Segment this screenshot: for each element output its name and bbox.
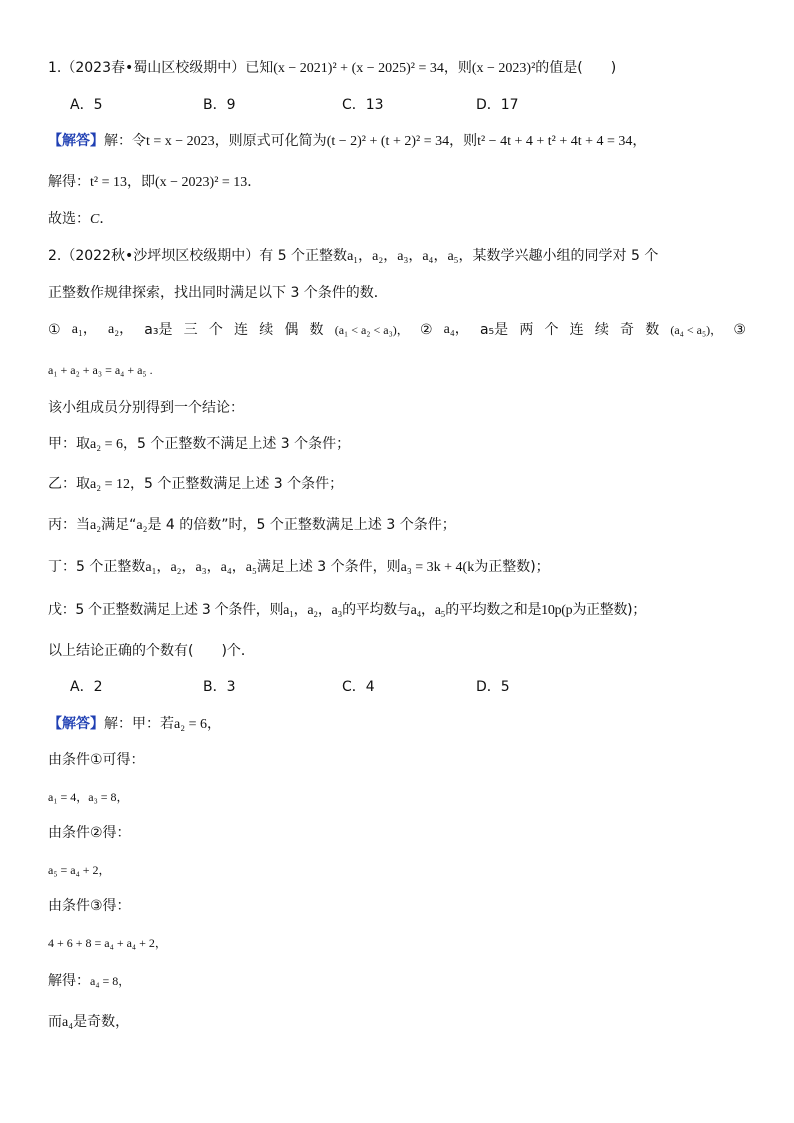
cond-token: a₃是: [144, 322, 173, 338]
q1-equation: (x − 2021)² + (x − 2025)² = 34: [273, 61, 444, 76]
q2-conclusion-wu: [48, 600, 646, 621]
q2-solution-line-7: 4 + 6 + 8 = a₄ + a₄ + 2，: [48, 936, 167, 950]
cond-token: 续: [594, 322, 609, 338]
q1-sol-text: ．: [99, 211, 114, 227]
conclusion-math: a₄，a₅: [410, 603, 446, 618]
q2-solution-line-8: [48, 971, 130, 991]
q2-option-a: A．2: [70, 679, 103, 695]
cond-token: 数: [309, 322, 324, 338]
cond-token: a₄，: [443, 322, 469, 337]
q2-sol-text: 解：甲：若: [104, 716, 174, 732]
q2-sol-text: 是奇数，: [73, 1014, 130, 1030]
cond-token: 个: [544, 322, 559, 338]
cond-token: 偶: [284, 322, 299, 338]
q2-sol-text: 解得：: [48, 973, 90, 989]
q1-option-a: A．5: [70, 97, 103, 113]
q2-solution-line-2: 由条件①可得：: [48, 752, 145, 768]
conclusion-text: 乙：取: [48, 476, 90, 492]
conclusion-math: 10p(p: [541, 603, 573, 618]
cond-token: (a₁ < a₂ < a₃)，: [334, 323, 409, 337]
q1-option-d: D．17: [476, 97, 519, 113]
q2-variables: a₁，a₂，a₃，a₄，a₅: [347, 249, 459, 264]
q1-expression: (x − 2023)²: [471, 61, 536, 76]
q1-solution-line-1: [48, 131, 646, 152]
q1-choice: C: [90, 212, 100, 227]
conclusion-math: a₂ = 12: [90, 477, 130, 492]
q1-answer-tag: 【解答】: [48, 133, 104, 149]
q2-stem-line-1: [48, 246, 658, 267]
cond-token: a₂，: [108, 322, 134, 337]
q2-option-b: B．3: [203, 679, 236, 695]
cond-token: 奇: [620, 322, 635, 338]
conclusion-text: 丙：当: [48, 517, 90, 533]
q2-solution-line-9: [48, 1012, 129, 1033]
conclusion-text: 戊：5 个正整数满足上述 3 个条件，则: [48, 602, 284, 618]
q1-option-c: C．13: [342, 97, 384, 113]
q2-sol-math: a₂ = 6: [174, 717, 207, 732]
q1-solution-line-2: [48, 172, 261, 193]
q2-solution-line-5: a₅ = a₄ + 2，: [48, 863, 111, 877]
conclusion-math: a₂: [90, 518, 102, 533]
q2-condition-3: a₁ + a₂ + a₃ = a₄ + a₅ .: [48, 363, 153, 377]
q2-answer-tag: 【解答】: [48, 716, 104, 732]
conclusion-math: a₂: [136, 518, 148, 533]
q2-stem-line-2: 正整数作规律探索，找出同时满足以下 3 个条件的数．: [48, 285, 388, 301]
cond-token: 数: [645, 322, 660, 338]
cond-token: 连: [234, 322, 249, 338]
conclusion-text: 丁：5 个正整数: [48, 559, 146, 575]
q1-stem-mid: ，则: [443, 60, 472, 76]
q2-conclusion-yi: [48, 474, 343, 495]
conclusion-text: 的平均数与: [342, 602, 411, 618]
q2-sol-math: a₄ = 8，: [90, 974, 131, 988]
q1-sol-math: (t − 2)² + (t + 2)² = 34: [326, 134, 450, 149]
conclusion-math: a₃ = 3k + 4(k: [400, 560, 475, 575]
q1-sol-math: t = x − 2023: [146, 134, 215, 149]
cond-token: 连: [569, 322, 584, 338]
cond-token: a₁，: [71, 322, 97, 337]
q2-sol-math: a₄: [62, 1015, 74, 1030]
q2-solution-line-3: a₁ = 4，a₃ = 8，: [48, 790, 129, 804]
q1-option-b: B．9: [203, 97, 236, 113]
q2-stem-text: 2.（2022秋•沙坪坝区校级期中）有 5 个正整数: [48, 248, 348, 264]
q2-conclusion-bing: [48, 515, 456, 536]
conclusion-text: 是 4 的倍数”时，5 个正整数满足上述 3 个条件；: [147, 517, 456, 533]
cond-token: (a₄ < a₅)，: [670, 323, 723, 337]
q2-question: 以上结论正确的个数有( )个．: [48, 643, 255, 659]
q2-intro: 该小组成员分别得到一个结论：: [48, 400, 244, 416]
q2-sol-text: ，: [207, 716, 221, 732]
conclusion-math: a₁，a₂，a₃: [283, 603, 343, 618]
q2-option-c: C．4: [342, 679, 375, 695]
q1-sol-text: 解得：: [48, 174, 90, 190]
cond-token: 续: [259, 322, 274, 338]
q1-sol-math: t² = 13: [90, 175, 127, 190]
q1-sol-text: ，: [632, 133, 647, 149]
conclusion-math: a₂ = 6: [90, 437, 123, 452]
condition-marker: ②: [419, 322, 433, 338]
condition-marker: ①: [48, 322, 61, 338]
q2-solution-line-4: 由条件②得：: [48, 825, 131, 841]
q1-sol-text: ，即: [126, 174, 155, 190]
q1-stem-tail: 的值是( ): [535, 60, 617, 76]
cond-token: 两: [519, 322, 534, 338]
conclusion-text: 为正整数)；: [474, 559, 550, 575]
conclusion-text: 甲：取: [48, 436, 90, 452]
q2-solution-line-6: 由条件③得：: [48, 898, 131, 914]
q1-solution-line-3: [48, 209, 113, 230]
q1-sol-math: t² − 4t + 4 + t² + 4t + 4 = 34: [477, 134, 633, 149]
q1-sol-text: 故选：: [48, 211, 90, 227]
conclusion-text: 满足“: [101, 517, 137, 533]
conclusion-text: ，5 个正整数不满足上述 3 个条件；: [123, 436, 351, 452]
conclusion-math: a₁，a₂，a₃，a₄，a₅: [145, 560, 257, 575]
q2-conditions-line: [48, 320, 746, 340]
q1-sol-math: (x − 2023)² = 13: [154, 175, 248, 190]
cond-token: 三: [183, 322, 198, 338]
conclusion-text: 满足上述 3 个条件，则: [256, 559, 401, 575]
q2-option-d: D．5: [476, 679, 510, 695]
conclusion-text: 为正整数)；: [572, 602, 647, 618]
conclusion-text: 的平均数之和是: [445, 602, 542, 618]
condition-marker: ③: [733, 322, 746, 338]
cond-token: a₅是: [479, 322, 509, 338]
cond-token: 个: [208, 322, 223, 338]
q1-sol-text: ，则原式可化简为: [214, 133, 327, 149]
q1-sol-text: ．: [247, 174, 262, 190]
q1-sol-text: 解：令: [104, 133, 146, 149]
q2-conclusion-jia: [48, 434, 350, 455]
q1-stem: [48, 58, 616, 79]
conclusion-text: ，5 个正整数满足上述 3 个条件；: [130, 476, 344, 492]
q2-stem-text: ，某数学兴趣小组的同学对 5 个: [458, 248, 659, 264]
q2-solution-line-1: [48, 714, 221, 735]
q1-stem-text: 1.（2023春•蜀山区校级期中）已知: [48, 60, 274, 76]
q1-sol-text: ，则: [449, 133, 478, 149]
q2-conclusion-ding: [48, 557, 550, 578]
q2-sol-text: 而: [48, 1014, 62, 1030]
